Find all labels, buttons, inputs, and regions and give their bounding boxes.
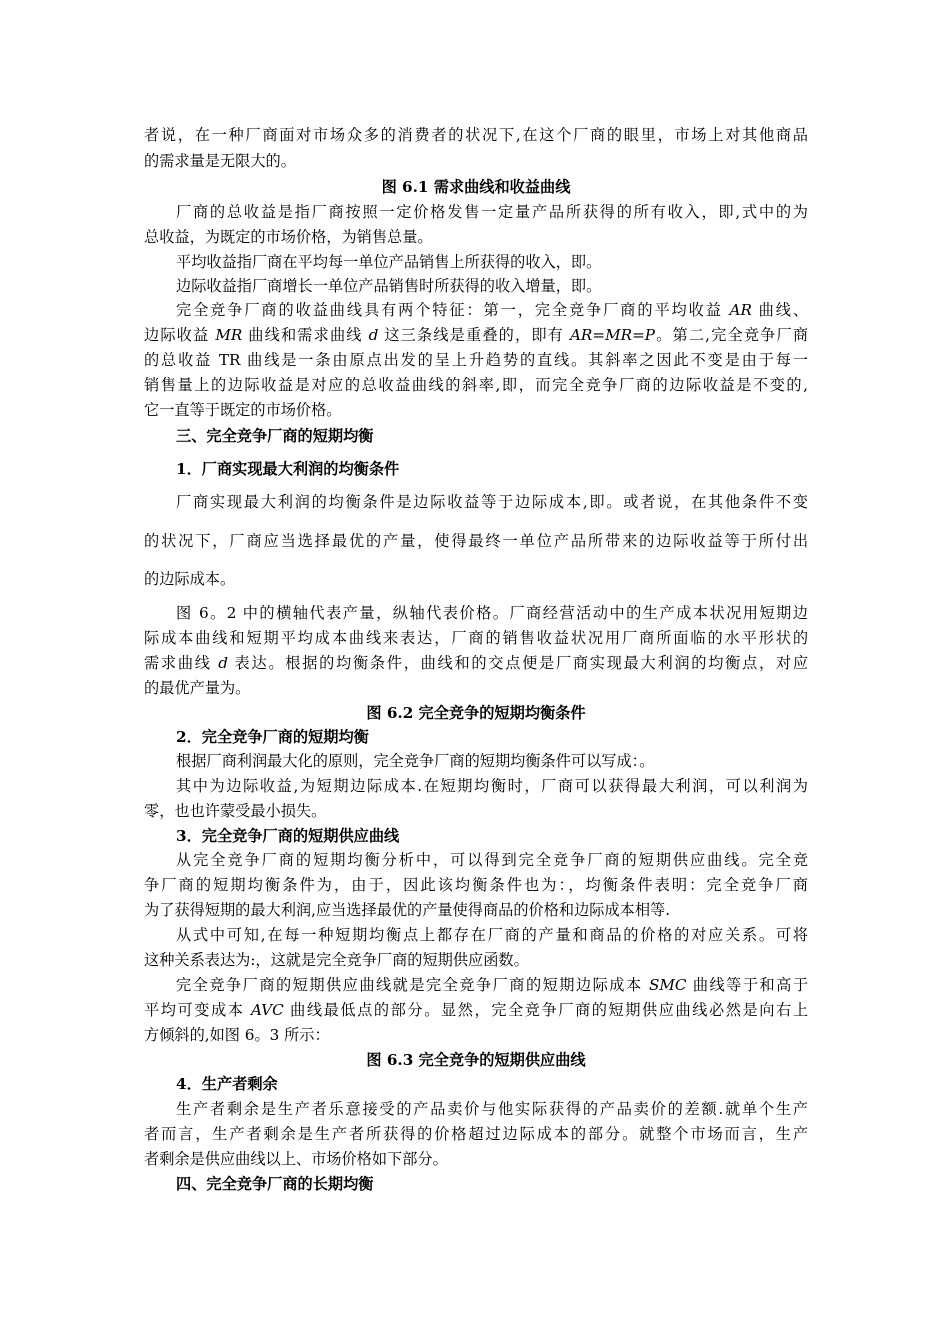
paragraph-line: 总收益，为既定的市场价格，为销售总量。 [144, 228, 433, 246]
paragraph-line: 者剩余是供应曲线以上、市场价格如下部分。 [144, 1150, 448, 1168]
text-run-italic: MR [215, 326, 243, 344]
paragraph-line [144, 651, 808, 675]
text-run: 完全竞争厂商的收益曲线具有两个特征：第一，完全竞争厂商的平均收益 [176, 301, 730, 319]
paragraph-line: 生产者剩余是生产者乐意接受的产品卖价与他实际获得的产品卖价的差额.就单个生产 [176, 1100, 808, 1118]
paragraph-line: 者说，在一种厂商面对市场众多的消费者的状况下,在这个厂商的眼里，市场上对其他商品 [144, 126, 808, 144]
figure-caption-6-1: 图 6.1 需求曲线和收益曲线 [381, 178, 571, 196]
paragraph-line: 际成本曲线和短期平均成本曲线来表达，厂商的销售收益状况用厂商所面临的水平形状的 [144, 629, 808, 647]
paragraph-line: 平均收益指厂商在平均每一单位产品销售上所获得的收入，即。 [176, 253, 602, 271]
figure-caption-6-2: 图 6.2 完全竞争的短期均衡条件 [366, 704, 586, 722]
paragraph-line [144, 998, 808, 1022]
paragraph-line: 它一直等于既定的市场价格。 [144, 401, 342, 419]
paragraph-line: 厂商的总收益是指厂商按照一定价格发售一定量产品所获得的所有收入，即,式中的为 [176, 203, 808, 221]
text-run: 曲线等于和高于 [686, 976, 809, 994]
section-heading: 四、完全竞争厂商的长期均衡 [176, 1175, 374, 1193]
text-run-italic: AR=MR=P [569, 326, 656, 344]
text-run: 需求曲线 [144, 654, 219, 672]
text-run-italic: d [218, 654, 228, 672]
subsection-heading: 1．厂商实现最大利润的均衡条件 [176, 460, 400, 478]
text-run: 曲线最低点的部分。显然，完全竞争厂商的短期供应曲线必然是向右上 [283, 1001, 809, 1019]
text-run: 。第二,完全竞争厂商 [655, 326, 809, 344]
text-run: 这三条线是重叠的，即有 [378, 326, 570, 344]
paragraph-line: 从完全竞争厂商的短期均衡分析中，可以得到完全竞争厂商的短期供应曲线。完全竞 [176, 851, 808, 869]
paragraph-line: 的最优产量为。 [144, 679, 251, 697]
paragraph-line: 争厂商的短期均衡条件为，由于，因此该均衡条件也为：，均衡条件表明：完全竞争厂商 [144, 876, 808, 894]
paragraph-line: 的边际成本。 [144, 570, 236, 588]
paragraph-line: 零，也也许蒙受最小损失。 [144, 802, 327, 820]
paragraph-line: 方倾斜的,如图 6。3 所示： [144, 1026, 330, 1044]
section-heading: 三、完全竞争厂商的短期均衡 [176, 427, 374, 445]
paragraph-line [176, 298, 808, 322]
paragraph-line: 根据厂商利润最大化的原则，完全竞争厂商的短期均衡条件可以写成：。 [176, 752, 655, 770]
paragraph-line: 的总收益 TR 曲线是一条由原点出发的呈上升趋势的直线。其斜率之因此不变是由于每一 [144, 351, 808, 369]
text-run: 平均可变成本 [144, 1001, 251, 1019]
text-run-italic: AVC [250, 1001, 284, 1019]
text-run: 曲线、 [751, 301, 809, 319]
paragraph-line [144, 323, 808, 347]
text-run-italic: d [368, 326, 379, 344]
paragraph-line: 从式中可知,在每一种短期均衡点上都存在厂商的产量和商品的价格的对应关系。可将 [176, 926, 808, 944]
paragraph-line: 为了获得短期的最大利润,应当选择最优的产量使得商品的价格和边际成本相等. [144, 901, 671, 919]
subsection-heading: 3．完全竞争厂商的短期供应曲线 [176, 827, 400, 845]
paragraph-line: 其中为边际收益,为短期边际成本.在短期均衡时，厂商可以获得最大利润，可以利润为 [176, 777, 808, 795]
text-run-italic: SMC [648, 976, 687, 994]
figure-caption-6-3: 图 6.3 完全竞争的短期供应曲线 [366, 1051, 586, 1069]
paragraph-line: 这种关系表达为:，这就是完全竞争厂商的短期供应函数。 [144, 951, 529, 969]
paragraph-line: 销售量上的边际收益是对应的总收益曲线的斜率,即，而完全竞争厂商的边际收益是不变的, [144, 376, 808, 394]
paragraph-line: 边际收益指厂商增长一单位产品销售时所获得的收入增量，即。 [176, 277, 602, 295]
text-run: 完全竞争厂商的短期供应曲线就是完全竞争厂商的短期边际成本 [176, 976, 649, 994]
subsection-heading: 4．生产者剩余 [176, 1075, 278, 1093]
text-run: 曲线和需求曲线 [242, 326, 369, 344]
text-run-italic: AR [729, 301, 752, 319]
paragraph-line: 的状况下，厂商应当选择最优的产量，使得最终一单位产品所带来的边际收益等于所付出 [144, 532, 808, 550]
paragraph-line: 的需求量是无限大的。 [144, 152, 296, 170]
text-run: 边际收益 [144, 326, 216, 344]
paragraph-line: 厂商实现最大利润的均衡条件是边际收益等于边际成本,即。或者说，在其他条件不变 [176, 493, 808, 511]
paragraph-line: 者而言，生产者剩余是生产者所获得的价格超过边际成本的部分。就整个市场而言，生产 [144, 1125, 808, 1143]
text-run: 表达。根据的均衡条件，曲线和的交点便是厂商实现最大利润的均衡点，对应 [227, 654, 809, 672]
paragraph-line: 图 6。2 中的横轴代表产量，纵轴代表价格。厂商经营活动中的生产成本状况用短期边 [176, 604, 808, 622]
subsection-heading: 2．完全竞争厂商的短期均衡 [176, 728, 369, 746]
paragraph-line [176, 973, 808, 997]
